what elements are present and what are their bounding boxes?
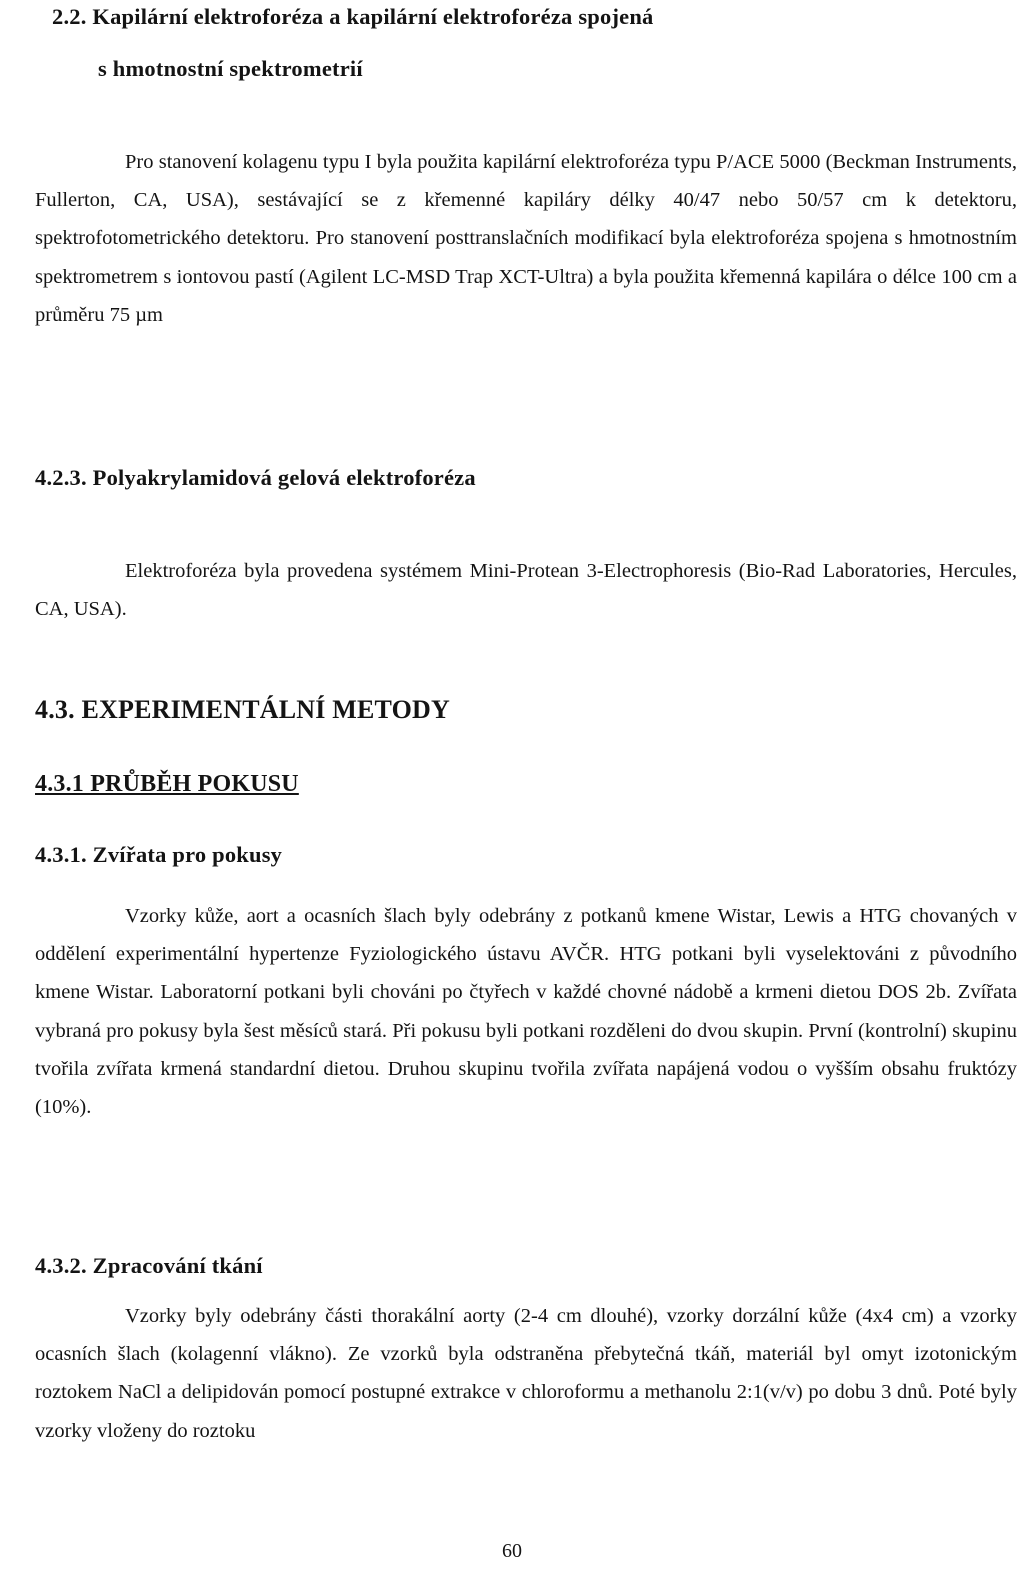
heading-2-3: 4.2.3. Polyakrylamidová gelová elektroforéza <box>35 465 476 490</box>
heading-2-2-line2: s hmotnostní spektrometrií <box>98 56 363 81</box>
section-heading: 4.3.1 PRŮBĚH POKUSU <box>35 771 299 797</box>
heading-animals: 4.3.1. Zvířata pro pokusy <box>35 842 283 867</box>
page-number: 60 <box>502 1540 522 1562</box>
heading-tissue-processing: 4.3.2. Zpracování tkání <box>35 1253 263 1278</box>
paragraph-animals: Vzorky kůže, aort a ocasních šlach byly odebrány z potkanů kmene Wistar, Lewis a HTG chovaných v oddělení experimentální hypertenze Fyziologického ústavu AVČR. HTG potkani byli vyselektováni z původního kmene Wistar. Laboratorní potkani byli chováni po čtyřech v každé chovné nádobě a krmeni dietou DOS 2b. Zvířata vybraná pro pokusy byla šest měsíců stará. Při pokusu byli potkani rozděleni do dvou skupin. První (kontrolní) skupinu tvořila zvířata krmená standardní dietou. Druhou skupinu tvořila zvířata napájená vodou o vyšším obsahu fruktózy (10%). <box>35 905 1017 1119</box>
paragraph-gel-electrophoresis: Elektroforéza byla provedena systémem Mini-Protean 3-Electrophoresis (Bio-Rad Laboratories, Hercules, CA, USA). <box>35 560 1017 621</box>
heading-2-2 <box>52 0 654 86</box>
heading-2-2-line1: 2.2. Kapilární elektroforéza a kapilární elektroforéza spojená <box>52 4 654 29</box>
chapter-heading: 4.3. EXPERIMENTÁLNÍ METODY <box>35 695 450 724</box>
paragraph-capillary-electrophoresis: Pro stanovení kolagenu typu I byla použita kapilární elektroforéza typu P/ACE 5000 (Beckman Instruments, Fullerton, CA, USA), sestávající se z křemenné kapiláry délky 40/47 nebo 50/57 cm k detektoru, spektrofotometrického detektoru. Pro stanovení posttranslačních modifikací byla elektroforéza spojena s hmotnostním spektrometrem s iontovou pastí (Agilent LC-MSD Trap XCT-Ultra) a byla použita křemenná kapilára o délce 100 cm a průměru 75 µm <box>35 151 1017 326</box>
paragraph-tissue-processing: Vzorky byly odebrány části thorakální aorty (2-4 cm dlouhé), vzorky dorzální kůže (4x4 cm) a vzorky ocasních šlach (kolagenní vlákno). Ze vzorků byla odstraněna přebytečná tkáň, materiál byl omyt izotonickým roztokem NaCl a delipidován pomocí postupné extrakce v chloroformu a methanolu 2:1(v/v) po dobu 3 dnů. Poté byly vzorky vloženy do roztoku <box>35 1305 1017 1442</box>
